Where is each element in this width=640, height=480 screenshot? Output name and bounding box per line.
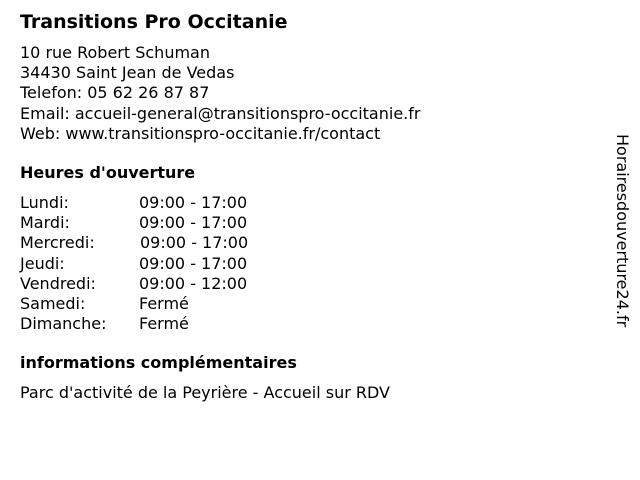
hours-row-vendredi <box>20 274 320 294</box>
phone-line: Telefon: 05 62 26 87 87 <box>20 83 210 103</box>
hours-row-dimanche <box>20 314 320 334</box>
time-value: 09:00 - 17:00 <box>139 213 248 233</box>
web-line: Web: www.transitionspro-occitanie.fr/contact <box>20 123 381 143</box>
brand-text: Horairesdouverture24.fr <box>613 134 632 328</box>
day-label: Mercredi: <box>20 233 95 253</box>
time-value: Fermé <box>139 293 189 313</box>
day-label: Jeudi: <box>20 253 65 273</box>
hours-table <box>20 193 320 334</box>
hours-row-mardi <box>20 213 320 233</box>
hours-row-jeudi <box>20 254 320 274</box>
time-value: 09:00 - 17:00 <box>140 233 249 253</box>
day-label: Lundi: <box>20 193 69 212</box>
time-value: 09:00 - 17:00 <box>139 193 248 212</box>
hours-heading: Heures d'ouverture <box>20 163 196 182</box>
time-value: 09:00 - 17:00 <box>139 253 248 273</box>
day-label: Samedi: <box>20 293 86 313</box>
email-line: Email: accueil-general@transitionspro-occitanie.fr <box>20 103 421 123</box>
day-label: Dimanche: <box>20 314 107 334</box>
time-value: Fermé <box>139 314 189 334</box>
day-label: Vendredi: <box>20 273 96 293</box>
time-value: 09:00 - 12:00 <box>139 273 248 293</box>
day-label: Mardi: <box>20 213 70 233</box>
street-address: 10 rue Robert Schuman <box>20 43 210 62</box>
business-name: Transitions Pro Occitanie <box>20 11 288 33</box>
city-line: 34430 Saint Jean de Vedas <box>20 63 235 83</box>
business-contact <box>20 43 420 144</box>
hours-row-samedi <box>20 294 320 314</box>
brand-watermark <box>612 134 632 374</box>
hours-row-mercredi <box>20 233 320 253</box>
hours-row-lundi <box>20 193 320 213</box>
info-text: Parc d'activité de la Peyrière - Accueil sur RDV <box>20 383 390 402</box>
info-heading: informations complémentaires <box>20 353 297 372</box>
